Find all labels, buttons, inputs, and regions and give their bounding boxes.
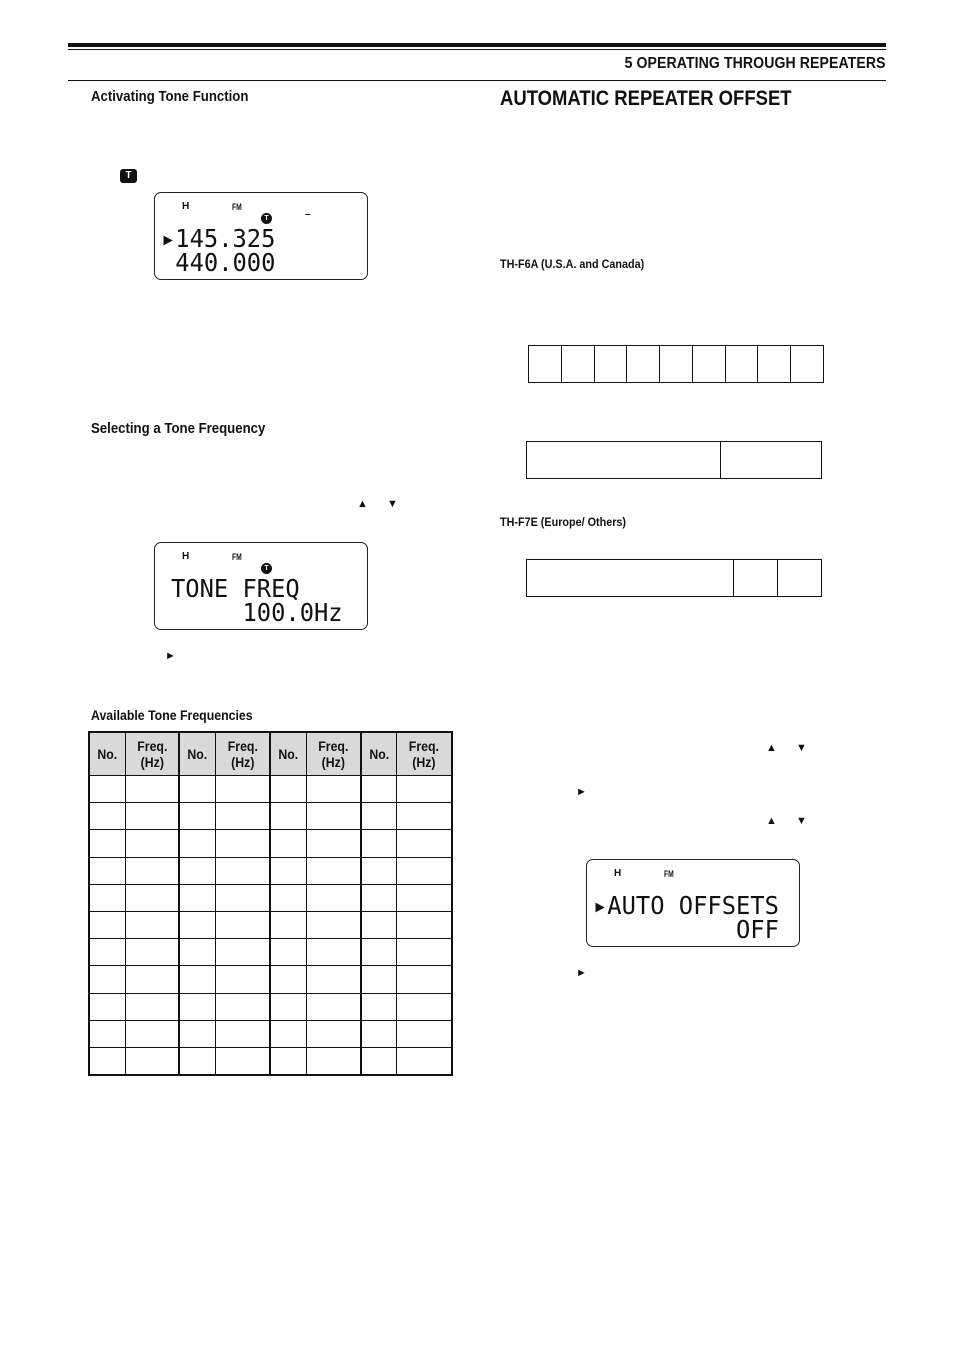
section-title-selecting-tone: Selecting a Tone Frequency [91,420,266,437]
table-cell [215,776,270,803]
table-cell [89,1047,125,1075]
table-cell [215,939,270,966]
column-header: No. [361,732,397,776]
table-cell [397,857,452,884]
lcd-line-band-a: ▸145.325 [161,224,276,253]
up-arrow-icon: ▲ [766,815,777,827]
up-arrow-icon: ▲ [766,742,777,754]
table-cell [270,1020,306,1047]
band-segment [721,441,822,479]
table-cell [270,803,306,830]
table-header-row [89,732,452,776]
column-header: Freq. (Hz) [125,732,179,776]
lcd-display-tone-freq [154,542,368,630]
table-cell [270,830,306,857]
table-cell [179,939,215,966]
table-row [89,1047,452,1075]
table-cell [125,830,179,857]
table-cell [89,1020,125,1047]
down-arrow-icon: ▼ [796,815,807,827]
table-cell [215,1020,270,1047]
header-rule-bottom [68,80,886,81]
table-cell [270,1047,306,1075]
table-cell [270,884,306,911]
table-cell [125,1047,179,1075]
lcd-line-menu-name: TONE FREQ [171,574,300,603]
table-cell [307,884,361,911]
table-cell [179,1047,215,1075]
band-segment [734,559,778,597]
band-segment [562,345,595,383]
table-cell [270,776,306,803]
table-cell [361,1020,397,1047]
band-segment [595,345,628,383]
table-cell [361,939,397,966]
column-header: No. [89,732,125,776]
right-arrow-icon: ► [576,786,587,798]
up-arrow-icon: ▲ [357,498,368,510]
table-cell [307,857,361,884]
table-cell [215,857,270,884]
table-cell [397,939,452,966]
table-cell [397,1047,452,1075]
table-cell [125,776,179,803]
table-cell [89,911,125,938]
table-cell [307,911,361,938]
tone-key-icon: T [120,165,137,183]
table-cell [215,966,270,993]
down-arrow-icon: ▼ [387,498,398,510]
lcd-display-frequency [154,192,368,280]
column-header: Freq. (Hz) [215,732,270,776]
band-segment [526,559,734,597]
table-cell [179,830,215,857]
band-segment [791,345,824,383]
table-cell [89,830,125,857]
table-cell [307,776,361,803]
model-label-europe: TH-F7E (Europe/ Others) [500,515,627,529]
table-row [89,857,452,884]
table-cell [361,884,397,911]
fm-mode-indicator: FM [664,869,674,879]
table-cell [215,830,270,857]
table-cell [215,884,270,911]
tone-indicator-icon: T [261,563,272,574]
table-cell [361,966,397,993]
table-cell [125,939,179,966]
column-header: Freq. (Hz) [397,732,452,776]
table-cell [215,803,270,830]
right-arrow-icon: ► [576,967,587,979]
table-cell [307,803,361,830]
table-cell [179,966,215,993]
model-label-usa: TH-F6A (U.S.A. and Canada) [500,257,645,271]
table-cell [397,1020,452,1047]
high-power-indicator: H [182,551,190,562]
right-arrow-icon: ► [165,650,176,662]
table-cell [179,857,215,884]
table-cell [89,939,125,966]
band-segment [758,345,791,383]
table-cell [361,830,397,857]
band-segment-bar-usa [528,345,824,383]
table-cell [179,993,215,1020]
header-rule-thin [68,49,886,50]
table-cell [179,776,215,803]
table-cell [397,966,452,993]
table-cell [89,803,125,830]
table-cell [307,939,361,966]
table-cell [307,966,361,993]
column-header: Freq. (Hz) [307,732,361,776]
table-cell [89,993,125,1020]
table-cell [125,911,179,938]
offset-minus-indicator: – [305,209,311,220]
table-cell [307,830,361,857]
table-cell [270,966,306,993]
band-segment [528,345,562,383]
header-rule-thick [68,43,886,47]
table-cell [179,803,215,830]
table-row [89,993,452,1020]
table-cell [125,993,179,1020]
band-segment-bar-europe [526,559,822,597]
chapter-title: 5 OPERATING THROUGH REPEATERS [625,55,886,72]
table-cell [215,1047,270,1075]
table-cell [270,993,306,1020]
table-body [89,776,452,1076]
band-segment [726,345,759,383]
table-row [89,830,452,857]
down-arrow-icon: ▼ [796,742,807,754]
high-power-indicator: H [614,868,622,879]
table-row [89,776,452,803]
table-cell [125,966,179,993]
table-title: Available Tone Frequencies [91,707,253,723]
table-cell [270,911,306,938]
tone-frequency-table [88,731,453,1076]
table-cell [307,993,361,1020]
table-cell [397,884,452,911]
table-cell [215,993,270,1020]
table-cell [215,911,270,938]
table-cell [125,1020,179,1047]
table-cell [397,911,452,938]
table-cell [125,803,179,830]
column-header: No. [270,732,306,776]
table-cell [89,776,125,803]
band-segment [660,345,693,383]
table-cell [361,803,397,830]
section-title-auto-offset: AUTOMATIC REPEATER OFFSET [500,87,792,110]
table-cell [307,1020,361,1047]
lcd-line-band-b: 440.000 [161,248,276,277]
table-row [89,803,452,830]
band-segment [693,345,726,383]
table-cell [125,857,179,884]
table-cell [397,776,452,803]
table-cell [397,830,452,857]
table-row [89,966,452,993]
band-segment-bar-usa-uhf [526,441,822,479]
table-cell [361,1047,397,1075]
table-cell [361,993,397,1020]
table-cell [397,803,452,830]
lcd-display-auto-offset [586,859,800,947]
band-segment [526,441,721,479]
high-power-indicator: H [182,201,190,212]
table-row [89,884,452,911]
lcd-line-menu-value: OFF [593,915,779,944]
table-cell [397,993,452,1020]
table-cell [89,884,125,911]
lcd-line-menu-name: ▸AUTO OFFSETS [593,891,779,920]
table-cell [307,1047,361,1075]
lcd-line-menu-value: 100.0Hz [171,598,343,627]
table-cell [361,776,397,803]
table-cell [89,857,125,884]
table-cell [89,966,125,993]
table-row [89,911,452,938]
tone-indicator-icon: T [261,213,272,224]
table-cell [270,939,306,966]
table-cell [179,911,215,938]
column-header: No. [179,732,215,776]
fm-mode-indicator: FM [232,552,242,562]
table-cell [179,1020,215,1047]
band-segment [627,345,660,383]
section-title-activating-tone: Activating Tone Function [91,88,249,105]
table-row [89,1020,452,1047]
table-cell [270,857,306,884]
table-cell [179,884,215,911]
table-cell [361,911,397,938]
band-segment [778,559,822,597]
table-row [89,939,452,966]
table-cell [125,884,179,911]
fm-mode-indicator: FM [232,202,242,212]
table-cell [361,857,397,884]
